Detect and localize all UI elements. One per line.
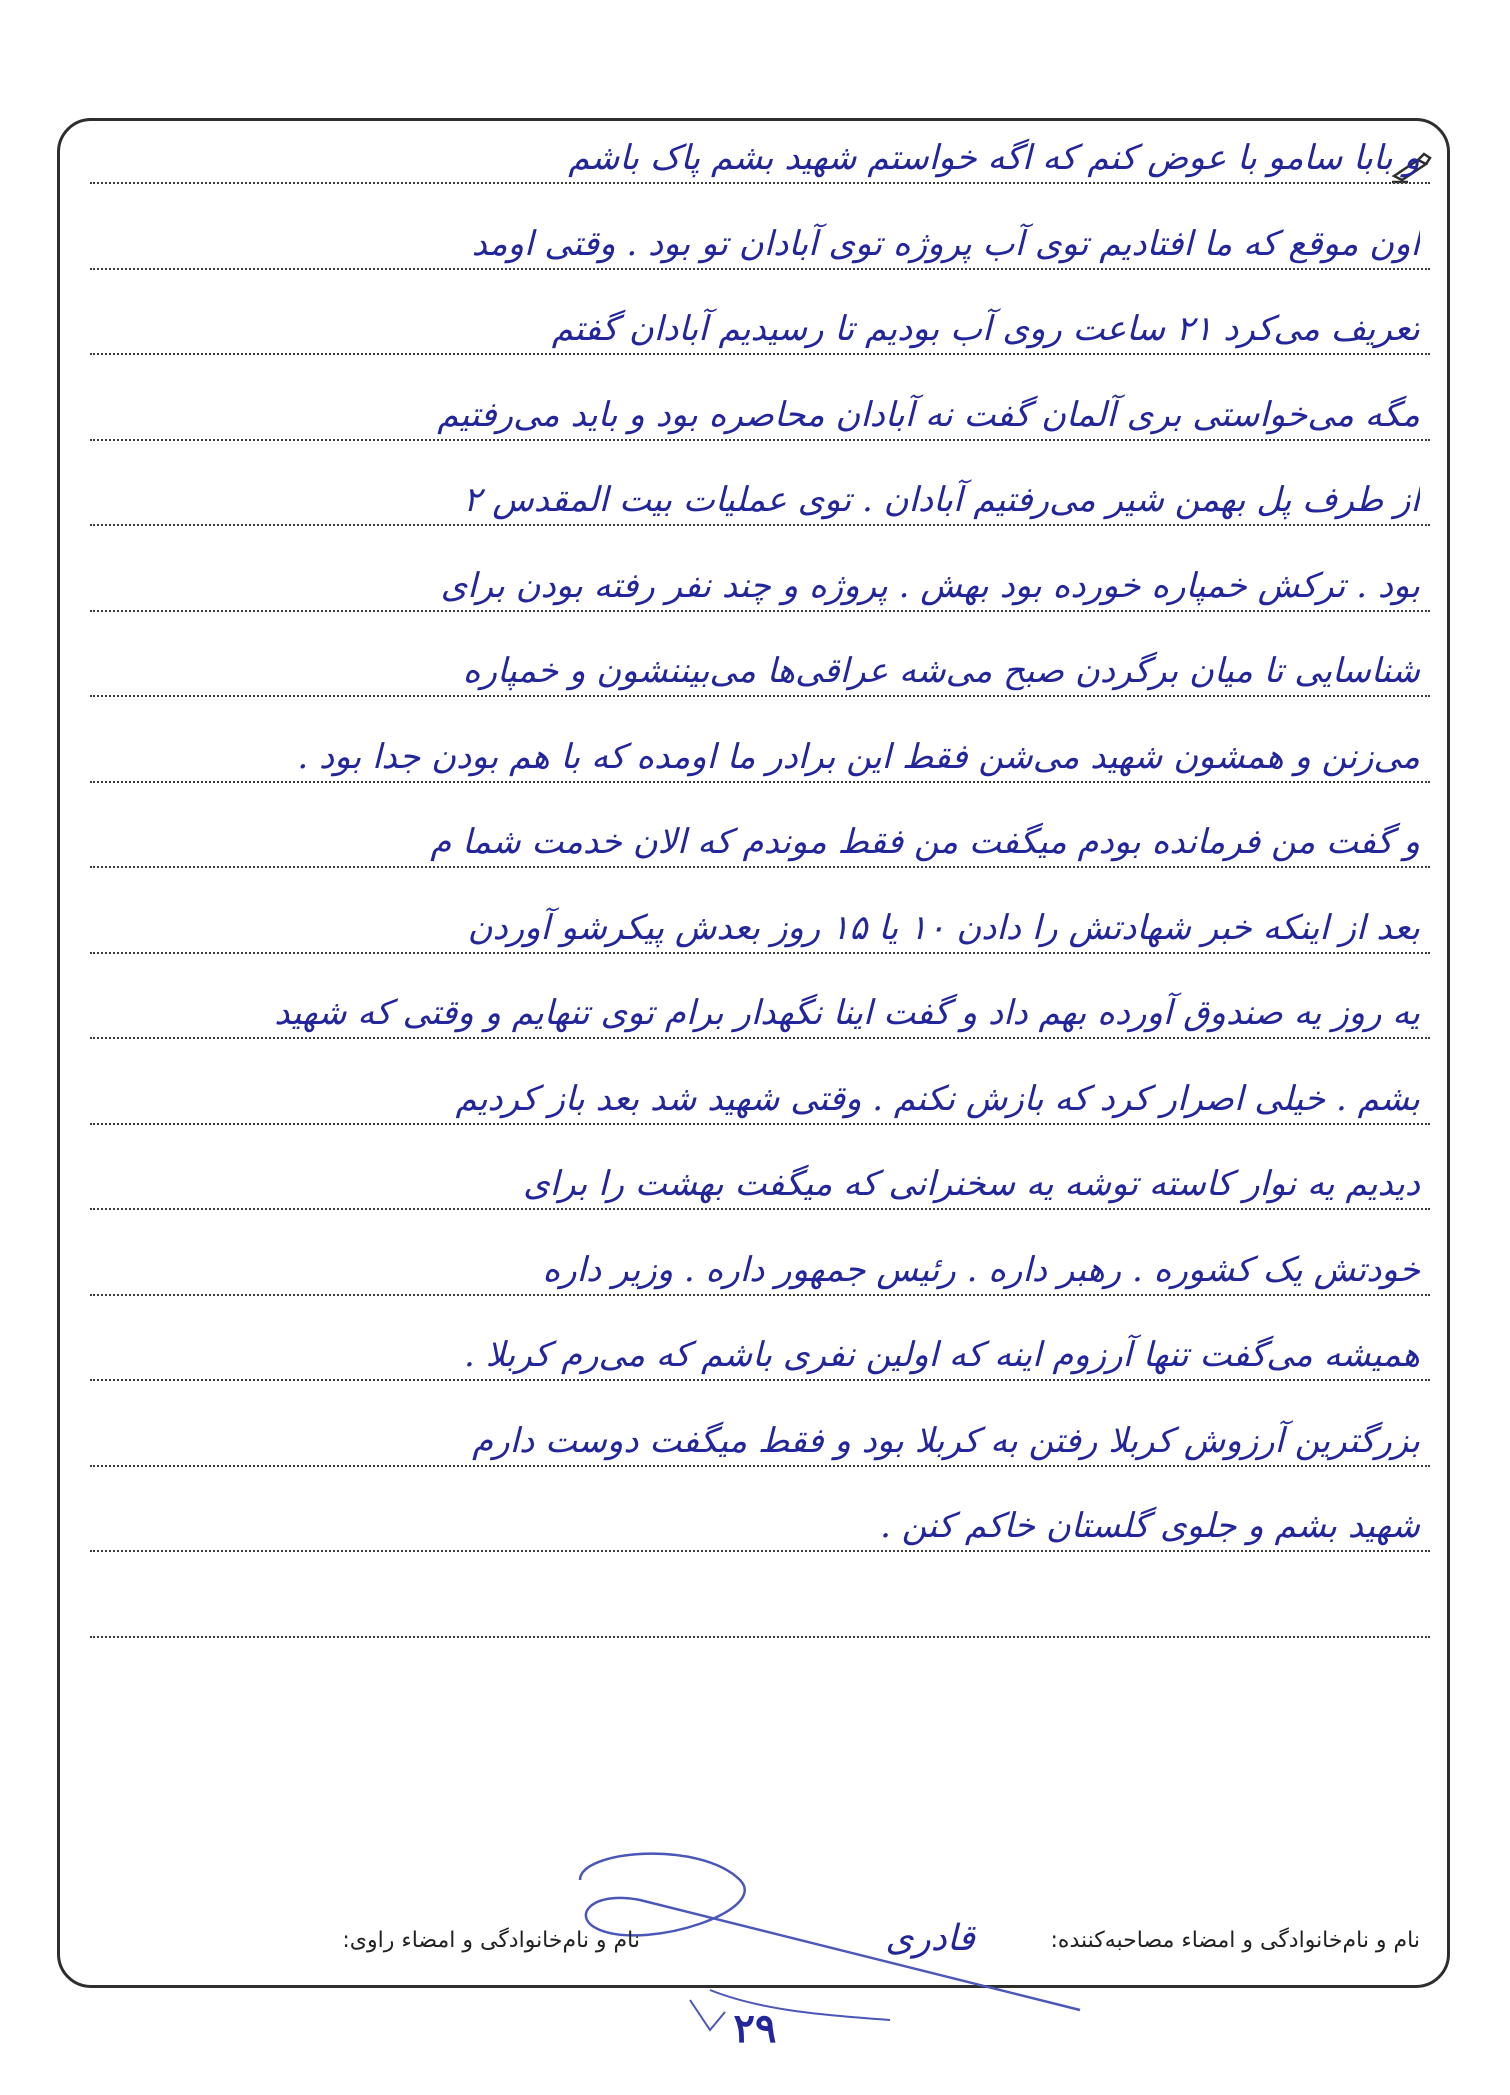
- handwritten-line-text: اون موقع که ما افتادیم توی آب پروژه توی آبادان تو بود . وقتی اومد: [471, 223, 1420, 264]
- handwritten-line-text: همیشه می‌گفت تنها آرزوم اینه که اولین نفری باشم که می‌رم کربلا .: [463, 1335, 1420, 1375]
- dotted-rule: [90, 1037, 1430, 1039]
- dotted-rule: [90, 268, 1430, 270]
- text-line: [90, 975, 1430, 1053]
- text-line: [90, 462, 1430, 540]
- handwritten-line-text: دیدیم یه نوار کاسته توشه یه سخنرانی که میگفت بهشت را برای: [523, 1164, 1420, 1204]
- text-line: [90, 291, 1430, 369]
- dotted-rule: [90, 182, 1430, 184]
- narrator-label: نام و نام‌خانوادگی و امضاء راوی:: [342, 1928, 640, 1953]
- text-line: [90, 120, 1430, 198]
- text-line: [90, 1488, 1430, 1566]
- text-line: [90, 548, 1430, 626]
- handwritten-line-text: می‌زنن و همشون شهید می‌شن فقط این برادر ما اومده که با هم بودن جدا بود .: [297, 736, 1420, 777]
- handwritten-line-text: خودتش یک کشوره . رهبر داره . رئیس جمهور داره . وزیر داره: [542, 1249, 1420, 1290]
- page-number: ۲۹: [733, 2005, 777, 2052]
- text-line: [90, 1574, 1430, 1652]
- text-line: [90, 377, 1430, 455]
- handwritten-line-text: بشم . خیلی اصرار کرد که بازش نکنم . وقتی شهید شد بعد باز کردیم: [455, 1078, 1420, 1119]
- dotted-rule: [90, 1294, 1430, 1296]
- handwritten-line-text: بعد از اینکه خبر شهادتش را دادن ۱۰ یا ۱۵ روز بعدش پیکرشو آوردن: [467, 907, 1420, 948]
- text-line: [90, 804, 1430, 882]
- handwritten-line-text: یه روز یه صندوق آورده بهم داد و گفت اینا نگهدار برام توی تنهایم و وقتی که شهید: [274, 993, 1420, 1033]
- dotted-rule: [90, 1465, 1430, 1467]
- signature-footer: [80, 1920, 1430, 1970]
- handwritten-line-text: مگه می‌خواستی بری آلمان گفت نه آبادان محاصره بود و باید می‌رفتیم: [437, 394, 1420, 435]
- dotted-rule: [90, 353, 1430, 355]
- text-line: [90, 1146, 1430, 1224]
- dotted-rule: [90, 1636, 1430, 1638]
- dotted-rule: [90, 866, 1430, 868]
- dotted-rule: [90, 439, 1430, 441]
- dotted-rule: [90, 1550, 1430, 1552]
- handwritten-line-text: و گفت من فرمانده بودم میگفت من فقط موندم که الان خدمت شما م: [430, 822, 1420, 862]
- handwritten-line-text: و بابا سامو با عوض کنم که اگه خواستم شهید بشم پاک باشم: [568, 138, 1420, 178]
- text-line: [90, 890, 1430, 968]
- handwritten-line-text: تعریف می‌کرد ۲۱ ساعت روی آب بودیم تا رسیدیم آبادان گفتم: [551, 309, 1420, 349]
- handwritten-line-text: شهید بشم و جلوی گلستان خاکم کنن .: [880, 1506, 1420, 1546]
- interviewer-label: نام و نام‌خانوادگی و امضاء مصاحبه‌کننده:: [1050, 1928, 1420, 1953]
- dotted-rule: [90, 524, 1430, 526]
- text-line: [90, 633, 1430, 711]
- text-line: [90, 719, 1430, 797]
- text-line: [90, 1317, 1430, 1395]
- text-line: [90, 1403, 1430, 1481]
- handwritten-line-text: شناسایی تا میان برگردن صبح می‌شه عراقی‌ها می‌بیننشون و خمپاره: [462, 651, 1420, 691]
- text-line: [90, 1061, 1430, 1139]
- dotted-rule: [90, 1123, 1430, 1125]
- text-line: [90, 1232, 1430, 1310]
- handwritten-line-text: بزرگترین آرزوش کربلا رفتن به کربلا بود و فقط میگفت دوست دارم: [472, 1420, 1420, 1461]
- dotted-rule: [90, 952, 1430, 954]
- dotted-rule: [90, 1208, 1430, 1210]
- text-line: [90, 206, 1430, 284]
- dotted-rule: [90, 610, 1430, 612]
- handwritten-line-text: بود . ترکش خمپاره خورده بود بهش . پروژه و چند نفر رفته بودن برای: [440, 565, 1420, 606]
- dotted-rule: [90, 781, 1430, 783]
- handwritten-line-text: از طرف پل بهمن شیر می‌رفتیم آبادان . توی عملیات بیت المقدس ۲: [463, 480, 1420, 520]
- dotted-rule: [90, 1379, 1430, 1381]
- interviewer-signature: قادری: [885, 1918, 975, 1959]
- dotted-rule: [90, 695, 1430, 697]
